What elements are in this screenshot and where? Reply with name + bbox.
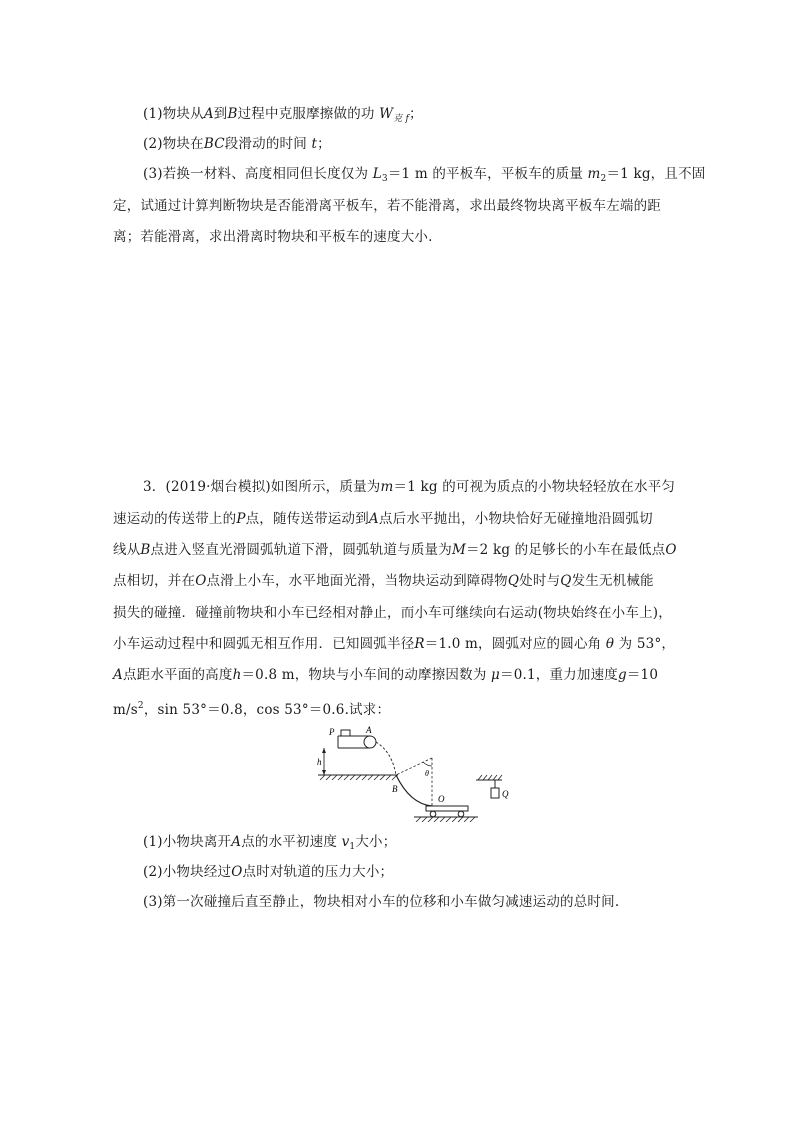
height-arrow-top	[322, 748, 326, 753]
q3-line3: 线从B点进入竖直光滑圆弧轨道下滑，圆弧轨道与质量为M＝2 kg 的足够长的小车在最低点O	[113, 542, 677, 558]
q3-line6: 小车运动过程中和圆弧无相互作用．已知圆弧半径R＝1.0 m，圆弧对应的圆心角 θ 为 53°，	[113, 636, 676, 652]
q2-part3-line1: (3)若换一材料、高度相同但长度仅为 $L_3=1$ m 的平板车，平板车的质量 $m_2=1$ kg，且不固	[143, 166, 706, 184]
obstacle-Q	[491, 788, 499, 798]
arc-track	[396, 775, 432, 806]
q3-line2: 速运动的传送带上的P点，随传送带运动到A点后水平抛出，小物块恰好无碰撞地沿圆弧切	[113, 511, 653, 527]
q2-part3-line2: 定，试通过计算判断物块是否能滑离平板车，若不能滑离，求出最终物块离平板车左端的距	[113, 198, 661, 214]
label-O: O	[438, 794, 445, 804]
theta-arc	[423, 762, 432, 766]
q3-ask2: (2)小物块经过O点时对轨道的压力大小；	[143, 864, 394, 880]
q2-part3-line3: 离；若能滑离，求出滑离时物块和平板车的速度大小.	[113, 229, 433, 245]
label-Q: Q	[502, 789, 509, 799]
label-A: A	[366, 725, 372, 735]
belt-roller	[364, 736, 376, 748]
cart-wheel-left	[430, 811, 436, 817]
projectile-path	[376, 742, 396, 775]
q3-line4: 点相切，并在O点滑上小车，水平地面光滑，当物块运动到障碍物Q处时与Q发生无机械能	[113, 573, 654, 589]
lower-ground-hatch	[416, 817, 475, 822]
q2-part1: (1)物块从A到B过程中克服摩擦做的功 $W_{克 f}$；	[143, 106, 423, 124]
label-P: P	[329, 727, 335, 737]
cart-body	[426, 806, 468, 811]
q3-ask3: (3)第一次碰撞后直至静止，物块相对小车的位移和小车做匀减速运动的总时间.	[143, 894, 620, 910]
q2-part2: (2)物块在BC段滑动的时间 t；	[143, 136, 331, 152]
label-theta: θ	[425, 769, 429, 778]
q3-line5: 损失的碰撞．碰撞前物块和小车已经相对静止，而小车可继续向右运动(物块始终在小车上)，	[113, 605, 672, 621]
q3-line7: A点距水平面的高度h＝0.8 m，物块与小车间的动摩擦因数为 μ＝0.1，重力加速度g＝10	[113, 667, 659, 683]
upper-ground-hatch	[320, 775, 397, 780]
height-arrow-bottom	[322, 770, 326, 775]
q3-line1: 3．(2019·烟台模拟)如图所示，质量为m＝1 kg 的可视为质点的小物块轻轻放在水平匀	[143, 479, 676, 495]
label-B: B	[392, 784, 398, 794]
q3-ask1: (1)小物块离开A点的水平初速度 $v_1$大小；	[143, 834, 397, 852]
q3-line8: $m/s^2$，sin 53°＝0.8，cos 53°＝0.6.试求：	[113, 701, 391, 718]
ceiling-hatch	[478, 775, 502, 780]
block-on-belt	[341, 730, 350, 736]
cart-wheel-right	[458, 811, 464, 817]
physics-diagram	[310, 722, 520, 822]
label-h: h	[317, 757, 322, 767]
